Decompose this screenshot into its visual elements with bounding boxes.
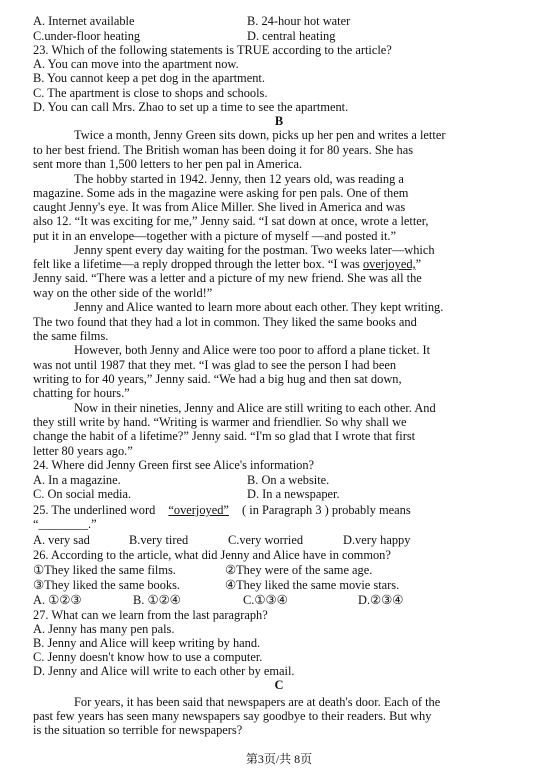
passage-b-line: Jenny and Alice wanted to learn more about each other. They kept writing. (74, 300, 444, 314)
q25-option-a: A. very sad (33, 533, 90, 547)
passage-b-line: caught Jenny's eye. It was from Alice Miller. She lived in America and was (33, 200, 406, 214)
q26-option-b: B. ①②④ (133, 593, 181, 607)
passage-b-line: Jenny spent every day waiting for the postman. Two weeks later—which (74, 243, 435, 257)
q26-stem: 26. According to the article, what did Jenny and Alice have in common? (33, 548, 391, 562)
q27-option-d: D. Jenny and Alice will write to each other by email. (33, 664, 295, 678)
q26-statement-3: ③They liked the same books. (33, 578, 181, 592)
q26-statement-1: ①They liked the same films. (33, 563, 176, 577)
q27-option-c: C. Jenny doesn't know how to use a computer. (33, 650, 263, 664)
q24-option-c: C. On social media. (33, 487, 132, 501)
q25-option-c: C.very worried (228, 533, 304, 547)
passage-b-heading: B (274, 114, 284, 128)
q26-statement-2: ②They were of the same age. (225, 563, 373, 577)
q23-option-c: C. The apartment is close to shops and schools. (33, 86, 268, 100)
passage-b-line: they still write by hand. “Writing is warmer and friendlier. So why shall we (33, 415, 407, 429)
passage-b-line: to her best friend. The British woman has been doing it for 80 years. She has (33, 143, 414, 157)
q24-option-a: A. In a magazine. (33, 473, 121, 487)
passage-b-line: sent more than 1,500 letters to her pen pal in America. (33, 157, 303, 171)
passage-b-line: was not until 1987 that they met. “I was glad to see the person I had been (33, 358, 397, 372)
q25-underlined-word: “overjoyed” (168, 503, 229, 517)
page-number: 第3页/共 8页 (245, 752, 313, 766)
passage-b-line: put it in an envelope—together with a picture of myself —and posted it.” (33, 229, 397, 243)
q26-options (33, 593, 533, 608)
q25-option-d: D.very happy (343, 533, 411, 547)
passage-c-line: For years, it has been said that newspapers are at death's door. Each of the (74, 695, 441, 709)
q25-option-b: B.very tired (129, 533, 189, 547)
q24-stem: 24. Where did Jenny Green first see Alice's information? (33, 458, 315, 472)
passage-b-line: However, both Jenny and Alice were too poor to afford a plane ticket. It (74, 343, 431, 357)
passage-b-line (33, 257, 533, 272)
passage-b-line: writing to for 40 years,” Jenny said. “We had a big hug and then sat down, (33, 372, 402, 386)
q26-statement-4: ④They liked the same movie stars. (225, 578, 400, 592)
q22-option-a: A. Internet available (33, 14, 135, 28)
q23-option-b: B. You cannot keep a pet dog in the apartment. (33, 71, 265, 85)
q26-option-a: A. ①②③ (33, 593, 82, 607)
q22-option-c: C.under-floor heating (33, 29, 141, 43)
passage-b-text: felt like a lifetime—a reply dropped through the letter box. “I was (33, 257, 363, 271)
underlined-word-overjoyed: overjoyed, (362, 257, 416, 271)
passage-b-line: magazine. Some ads in the magazine were asking for pen pals. One of them (33, 186, 409, 200)
passage-c-heading: C (274, 678, 284, 692)
passage-b-line: Now in their nineties, Jenny and Alice are still writing to each other. And (74, 401, 436, 415)
passage-c-line: past few years has seen many newspapers say goodbye to their readers. But why (33, 709, 432, 723)
q23-stem: 23. Which of the following statements is TRUE according to the article? (33, 43, 392, 57)
passage-b-line: chatting for hours.” (33, 386, 130, 400)
q25-blank: “________.” (33, 517, 97, 531)
passage-c-line: is the situation so terrible for newspapers? (33, 723, 243, 737)
q25-options (33, 533, 533, 548)
q25-stem-prefix: 25. The underlined word (33, 503, 156, 517)
passage-b-line: also 12. “It was exciting for me,” Jenny said. “I sat down at once, wrote a letter, (33, 214, 429, 228)
passage-b-line: The hobby started in 1942. Jenny, then 12 years old, was reading a (74, 172, 404, 186)
q24-option-b: B. On a website. (247, 473, 330, 487)
passage-b-line: letter 80 years ago.” (33, 444, 133, 458)
q22-option-b: B. 24-hour hot water (247, 14, 351, 28)
q27-option-b: B. Jenny and Alice will keep writing by hand. (33, 636, 261, 650)
passage-b-line: Twice a month, Jenny Green sits down, picks up her pen and writes a letter (74, 128, 446, 142)
passage-b-line: way on the other side of the world!” (33, 286, 213, 300)
q27-stem: 27. What can we learn from the last paragraph? (33, 608, 268, 622)
passage-b-line: change the habit of a lifetime?” Jenny said. “I'm so glad that I wrote that first (33, 429, 416, 443)
q23-option-a: A. You can move into the apartment now. (33, 57, 239, 71)
closing-quote: ” (415, 257, 422, 271)
q27-option-a: A. Jenny has many pen pals. (33, 622, 175, 636)
passage-b-line: Jenny said. “There was a letter and a picture of my new friend. She was all the (33, 271, 422, 285)
passage-b-line: the same films. (33, 329, 109, 343)
q26-option-c: C.①③④ (243, 593, 288, 607)
q26-option-d: D.②③④ (358, 593, 404, 607)
q24-option-d: D. In a newspaper. (247, 487, 340, 501)
passage-b-line: The two found that they had a lot in common. They liked the same books and (33, 315, 417, 329)
q23-option-d: D. You can call Mrs. Zhao to set up a time to see the apartment. (33, 100, 349, 114)
q25-stem-suffix: ( in Paragraph 3 ) probably means (242, 503, 411, 517)
q25-stem (33, 503, 533, 518)
q22-option-d: D. central heating (247, 29, 336, 43)
